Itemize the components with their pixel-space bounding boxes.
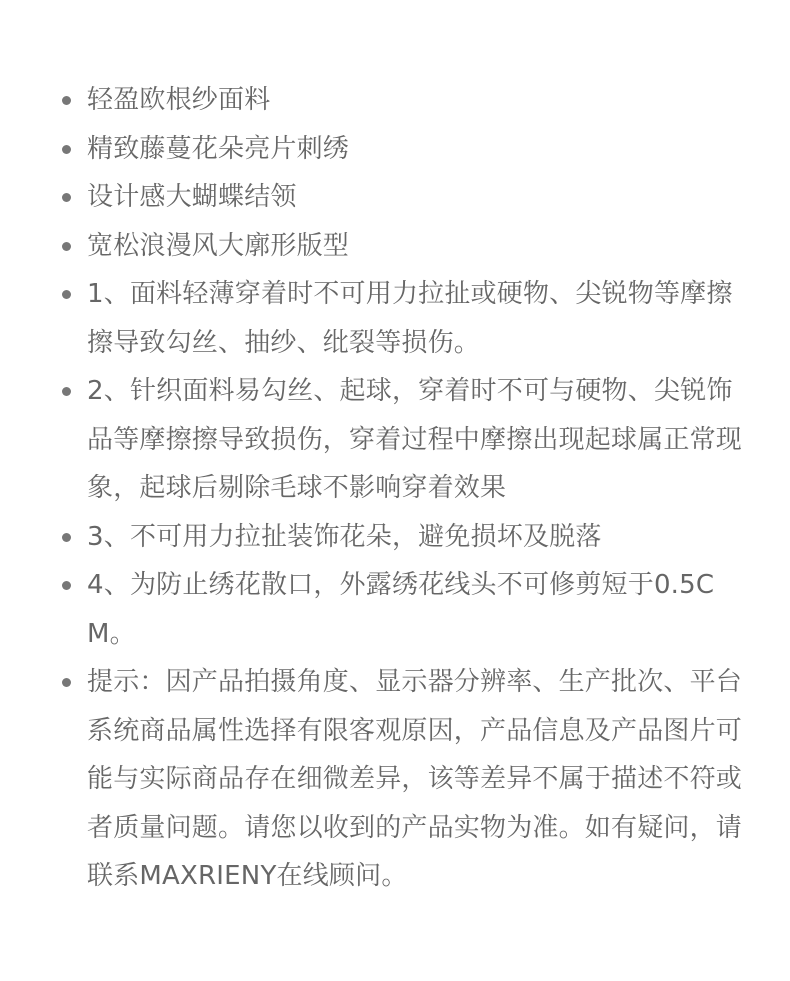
list-item-text: 精致藤蔓花朵亮片刺绣 xyxy=(87,133,350,164)
list-item-text: 2、针织面料易勾丝、起球，穿着时不可与硬物、尖锐饰品等摩擦擦导致损伤，穿着过程中摩擦出现起球属正常现象，起球后剔除毛球不影响穿着效果 xyxy=(87,376,743,503)
bullet-dot-icon xyxy=(62,193,71,202)
bullet-list xyxy=(0,76,790,901)
product-notes xyxy=(0,76,790,901)
bullet-dot-icon xyxy=(62,678,71,687)
bullet-dot-icon xyxy=(62,533,71,542)
bullet-dot-icon xyxy=(62,145,71,154)
list-item xyxy=(0,513,790,562)
list-item xyxy=(0,270,790,367)
bullet-dot-icon xyxy=(62,290,71,299)
list-item-text: 提示：因产品拍摄角度、显示器分辨率、生产批次、平台系统商品属性选择有限客观原因，产品信息及产品图片可能与实际商品存在细微差异，该等差异不属于描述不符或者质量问题。请您以收到的产品实物为准。如有疑问，请联系MAXRIENY在线顾问。 xyxy=(87,667,743,891)
list-item xyxy=(0,222,790,271)
list-item-text: 4、为防止绣花散口，外露绣花线头不可修剪短于0.5CM。 xyxy=(87,570,715,649)
bullet-dot-icon xyxy=(62,581,71,590)
list-item-text: 宽松浪漫风大廓形版型 xyxy=(87,230,350,261)
list-item xyxy=(0,125,790,174)
list-item-text: 3、不可用力拉扯装饰花朵，避免损坏及脱落 xyxy=(87,521,602,552)
bullet-dot-icon xyxy=(62,96,71,105)
list-item-text: 1、面料轻薄穿着时不可用力拉扯或硬物、尖锐物等摩擦擦导致勾丝、抽纱、纰裂等损伤。 xyxy=(87,279,733,358)
list-item-text: 设计感大蝴蝶结领 xyxy=(87,182,297,212)
list-item xyxy=(0,76,790,125)
bullet-dot-icon xyxy=(62,387,71,396)
list-item xyxy=(0,367,790,513)
list-item xyxy=(0,173,790,222)
list-item xyxy=(0,658,790,901)
list-item xyxy=(0,561,790,658)
list-item-text: 轻盈欧根纱面料 xyxy=(87,85,271,115)
bullet-dot-icon xyxy=(62,242,71,251)
